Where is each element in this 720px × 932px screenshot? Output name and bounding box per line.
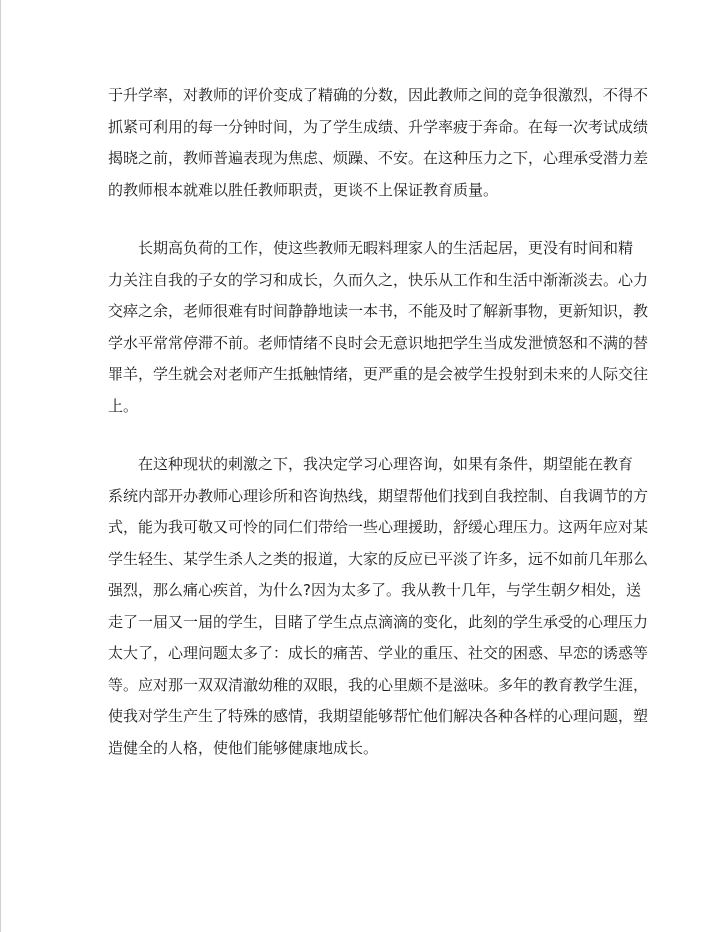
paragraph-gap bbox=[108, 422, 632, 449]
text-line: 走了一届又一届的学生，目睹了学生点点滴滴的变化，此刻的学生承受的心理压力 bbox=[108, 612, 649, 631]
text-line: 交瘁之余，老师很难有时间静静地读一本书，不能及时了解新事物，更新知识，教 bbox=[108, 302, 649, 320]
text-line: 等。应对那一双双清澈幼稚的双眼，我的心里颇不是滋味。多年的教育教学生涯， bbox=[108, 675, 649, 694]
text-line: 揭晓之前，教师普遍表现为焦虑、烦躁、不安。在这种压力之下，心理承受潜力差 bbox=[108, 149, 649, 167]
paragraph-1 bbox=[108, 80, 649, 206]
text-line: 罪羊，学生就会对老师产生抵触情绪，更严重的是会被学生投射到未来的人际交往 bbox=[108, 365, 649, 383]
text-line: 于升学率，对教师的评价变成了精确的分数，因此教师之间的竞争很激烈，不得不 bbox=[108, 86, 649, 104]
text-line: 使我对学生产生了特殊的感情，我期望能够帮忙他们解决各种各样的心理问题，塑 bbox=[108, 707, 649, 725]
text-line: 式，能为我可敬又可怜的同仁们带给一些心理援助，舒缓心理压力。这两年应对某 bbox=[108, 518, 649, 536]
text-line: 力关注自我的子女的学习和成长，久而久之，快乐从工作和生活中渐渐淡去。心力 bbox=[108, 270, 649, 289]
text-line: 上。 bbox=[108, 396, 139, 415]
text-line: 抓紧可利用的每一分钟时间，为了学生成绩、升学率疲于奔命。在每一次考试成绩 bbox=[108, 117, 649, 136]
paragraph-gap bbox=[108, 206, 632, 233]
text-line: 长期高负荷的工作，使这些教师无暇料理家人的生活起居，更没有时间和精 bbox=[108, 239, 634, 257]
paragraph-3 bbox=[108, 449, 649, 764]
text-line: 强烈，那么痛心疾首，为什么?因为太多了。我从教十几年，与学生朝夕相处，送 bbox=[108, 581, 641, 599]
text-line: 在这种现状的刺激之下，我决定学习心理咨询，如果有条件，期望能在教育 bbox=[108, 455, 634, 473]
text-line: 系统内部开办教师心理诊所和咨询热线，期望帮他们找到自我控制、自我调节的方 bbox=[108, 486, 649, 505]
text-line: 太大了，心理问题太多了：成长的痛苦、学业的重压、社交的困惑、早恋的诱惑等 bbox=[108, 644, 649, 662]
text-line: 的教师根本就难以胜任教师职责，更谈不上保证教育质量。 bbox=[108, 180, 499, 199]
text-line: 造健全的人格，使他们能够健康地成长。 bbox=[108, 738, 379, 757]
text-line: 学生轻生、某学生杀人之类的报道，大家的反应已平淡了许多，远不如前几年那么 bbox=[108, 549, 649, 568]
document-body bbox=[108, 80, 649, 764]
text-line: 学水平常常停滞不前。老师情绪不良时会无意识地把学生当成发泄愤怒和不满的替 bbox=[108, 333, 649, 352]
paragraph-2 bbox=[108, 233, 649, 422]
